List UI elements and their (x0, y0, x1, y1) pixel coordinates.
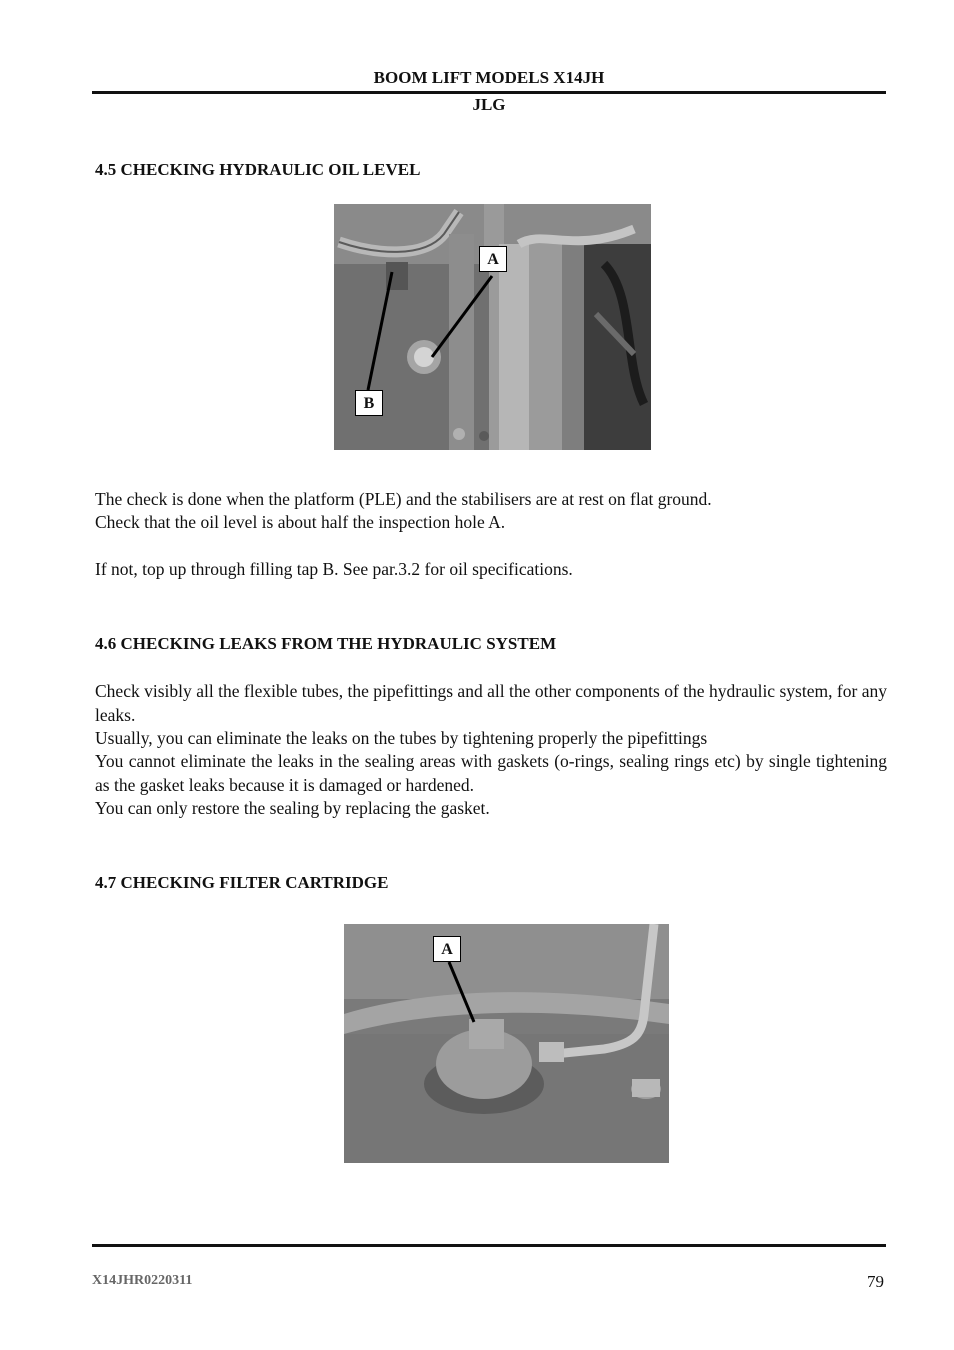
gasket-replace-paragraph: You can only restore the sealing by replacing the gasket. (95, 798, 490, 818)
leak-tightening-paragraph: Usually, you can eliminate the leaks on the tubes by tightening properly the pipefittings (95, 728, 708, 748)
callout-a-label: A (433, 936, 461, 962)
callout-b-label: B (355, 390, 383, 416)
gasket-leak-paragraph: You cannot eliminate the leaks in the sealing areas with gaskets (o-rings, sealing rings etc) by single tightening as the gasket leaks because it is damaged or hardened. (95, 751, 887, 795)
document-code: X14JHR0220311 (92, 1273, 193, 1288)
hydraulic-tank-photo (334, 204, 651, 450)
filter-cartridge-photo (344, 924, 669, 1163)
section-heading-4-5: 4.5 CHECKING HYDRAULIC OIL LEVEL (95, 160, 421, 179)
oil-level-instruction-line2: Check that the oil level is about half the inspection hole A. (95, 512, 506, 532)
oil-level-instruction-line1: The check is done when the platform (PLE) and the stabilisers are at rest on flat ground. (95, 489, 712, 509)
page-number: 79 (867, 1272, 884, 1291)
document-brand: JLG (472, 95, 506, 114)
top-up-instruction: If not, top up through filling tap B. See par.3.2 for oil specifications. (95, 559, 573, 579)
section-heading-4-7: 4.7 CHECKING FILTER CARTRIDGE (95, 873, 389, 892)
document-title: BOOM LIFT MODELS X14JH (373, 68, 605, 87)
section-heading-4-6: 4.6 CHECKING LEAKS FROM THE HYDRAULIC SYSTEM (95, 634, 557, 653)
leak-check-paragraph: Check visibly all the flexible tubes, the pipefittings and all the other components of the hydraulic system, for any leaks. (95, 681, 887, 725)
footer-rule (92, 1244, 886, 1247)
callout-a-label: A (479, 246, 507, 272)
header-rule (92, 91, 886, 94)
